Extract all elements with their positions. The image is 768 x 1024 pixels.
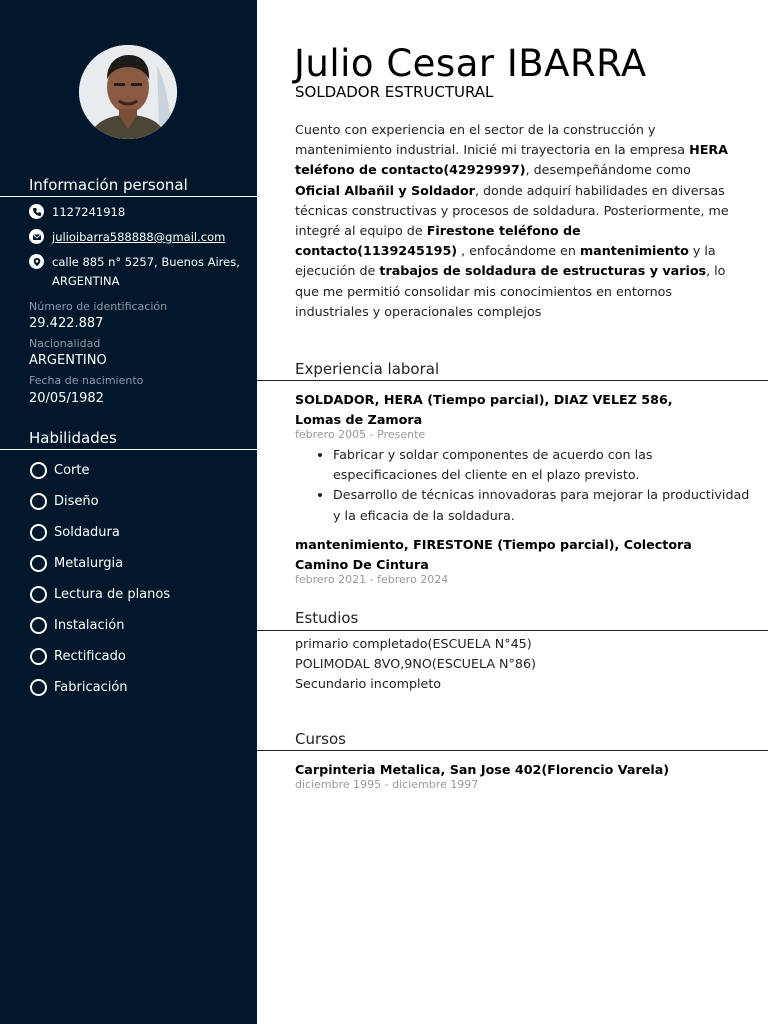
- sidebar: [0, 0, 257, 1024]
- courses-divider: [257, 750, 768, 751]
- skill-item: Lectura de planos: [30, 586, 170, 603]
- job-bullets: [295, 445, 753, 526]
- phone-icon: [29, 204, 44, 219]
- education-item: primario completado(ESCUELA N°45): [295, 636, 532, 651]
- course-dates: diciembre 1995 - diciembre 1997: [295, 778, 479, 791]
- email-row[interactable]: [29, 228, 242, 247]
- phone-number: 1127241918: [52, 205, 126, 219]
- circle-icon: [30, 586, 47, 603]
- profile-photo: [79, 45, 177, 139]
- job-dates: febrero 2021 - febrero 2024: [295, 573, 449, 586]
- skill-item: Rectificado: [30, 648, 126, 665]
- personal-info-divider: [0, 196, 257, 197]
- summary-segment-bold: trabajos de soldadura de estructuras y varios: [379, 263, 707, 279]
- experience-divider: [257, 380, 768, 381]
- education-item: POLIMODAL 8VO,9NO(ESCUELA N°86): [295, 656, 536, 671]
- circle-icon: [30, 648, 47, 665]
- circle-icon: [30, 679, 47, 696]
- summary-segment: , lo que me permitió consolidar mis conocimientos en entornos industriales y operacionales complejos: [295, 263, 726, 319]
- education-divider: [257, 630, 768, 631]
- course-title: Carpinteria Metalica, San Jose 402(Florencio Varela): [295, 762, 670, 777]
- circle-icon: [30, 462, 47, 479]
- birthdate-label: Fecha de nacimiento: [29, 374, 144, 387]
- candidate-role: SOLDADOR ESTRUCTURAL: [295, 83, 494, 101]
- circle-icon: [30, 617, 47, 634]
- job-title: SOLDADOR, HERA (Tiempo parcial), DIAZ VELEZ 586, Lomas de Zamora: [295, 392, 673, 427]
- summary-segment: , desempeñándome como: [525, 162, 691, 178]
- profile-summary: [295, 120, 730, 322]
- address-row: [29, 253, 242, 291]
- nationality-value: ARGENTINO: [29, 353, 107, 368]
- candidate-name: Julio Cesar IBARRA: [294, 42, 647, 85]
- location-icon: [29, 254, 44, 269]
- skill-item: Metalurgia: [30, 555, 123, 572]
- email-link[interactable]: julioibarra588888@gmail.com: [52, 230, 226, 244]
- education-item: Secundario incompleto: [295, 676, 442, 691]
- summary-segment-bold: Firestone teléfono de contacto(1139245195): [295, 223, 581, 259]
- courses-heading: Cursos: [295, 730, 346, 748]
- summary-segment: y la ejecución de: [295, 243, 716, 279]
- skill-item: Instalación: [30, 617, 124, 634]
- circle-icon: [30, 493, 47, 510]
- job-dates: febrero 2005 - Presente: [295, 428, 426, 441]
- skills-heading: Habilidades: [29, 429, 117, 447]
- skill-item: Soldadura: [30, 524, 120, 541]
- skill-item: Corte: [30, 462, 89, 479]
- address-text: calle 885 n° 5257, Buenos Aires, ARGENTINA: [52, 255, 240, 288]
- skills-divider: [0, 449, 257, 450]
- skill-item: Diseño: [30, 493, 99, 510]
- summary-segment-bold: mantenimiento: [579, 243, 689, 259]
- circle-icon: [30, 524, 47, 541]
- summary-segment: , donde adquirí habilidades en diversas técnicas constructivas y procesos de soldadura. Posteriormente, me integré al equipo de: [295, 182, 729, 239]
- nationality-label: Nacionalidad: [29, 337, 101, 350]
- id-value: 29.422.887: [29, 316, 104, 331]
- education-heading: Estudios: [295, 609, 359, 627]
- experience-heading: Experiencia laboral: [295, 360, 440, 378]
- personal-info-heading: Información personal: [29, 176, 188, 194]
- summary-segment: , enfocándome en: [457, 243, 580, 259]
- birthdate-value: 20/05/1982: [29, 391, 104, 406]
- summary-segment-bold: Oficial Albañil y Soldador: [295, 182, 475, 198]
- phone-row: [29, 203, 242, 222]
- id-label: Número de identificación: [29, 300, 168, 313]
- skill-item: Fabricación: [30, 679, 128, 696]
- email-icon: [29, 229, 44, 244]
- circle-icon: [30, 555, 47, 572]
- job-bullet: • Desarrollo de técnicas innovadoras para mejorar la productividad y la eficacia de la soldadura.: [333, 485, 753, 525]
- job-bullet: • Fabricar y soldar componentes de acuerdo con las especificaciones del cliente en el plazo previsto.: [333, 445, 753, 485]
- summary-segment-bold: HERA teléfono de contacto(42929997): [295, 142, 728, 178]
- job-title: mantenimiento, FIRESTONE (Tiempo parcial), Colectora Camino De Cintura: [295, 537, 692, 572]
- summary-segment: Cuento con experiencia en el sector de la construcción y mantenimiento industrial. Inicié mi trayectoria en la empresa: [295, 122, 690, 158]
